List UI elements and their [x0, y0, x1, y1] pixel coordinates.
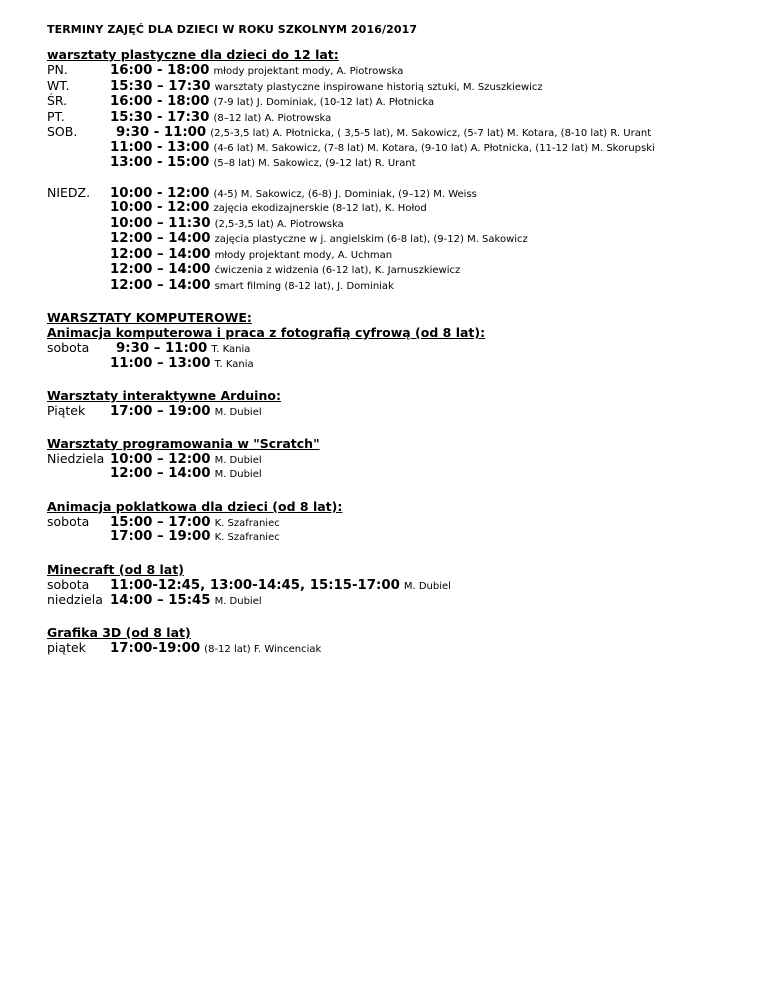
day-label: niedziela [47, 592, 103, 607]
day-label: PN. [47, 62, 68, 77]
schedule-row [47, 185, 747, 201]
time-range: 13:00 - 15:00 [110, 155, 210, 170]
schedule-row [47, 403, 747, 419]
section-heading-komputerowe: WARSZTATY KOMPUTEROWE: [47, 310, 252, 325]
class-description: M. Dubiel [214, 596, 262, 607]
class-description: (4-6 lat) M. Sakowicz, (7-8 lat) M. Kotara, (9-10 lat) A. Płotnicka, (11-12 lat) M. Skorupski [213, 142, 655, 154]
day-label: SOB. [47, 124, 78, 139]
document-title: TERMINY ZAJĘĆ DLA DZIECI W ROKU SZKOLNYM 2016/2017 [47, 23, 418, 36]
schedule-row [47, 155, 747, 171]
time-range: 11:00 - 13:00 [110, 139, 210, 155]
section-heading-plastyczne: warsztaty plastyczne dla dzieci do 12 lat: [47, 47, 339, 62]
subsection-heading-minecraft: Minecraft (od 8 lat) [47, 561, 184, 577]
class-description: młody projektant mody, A. Piotrowska [213, 66, 404, 77]
time-range: 11:00 – 13:00 [110, 355, 211, 371]
time-range: 15:30 - 17:30 [110, 109, 210, 125]
day-label: sobota [47, 576, 90, 592]
schedule-row [47, 466, 747, 482]
subsection-heading-arduino: Warsztaty interaktywne Arduino: [47, 388, 281, 403]
class-description: M. Dubiel [214, 407, 262, 418]
schedule-row [47, 62, 747, 78]
schedule-row [47, 231, 747, 247]
time-range: 17:00-19:00 [110, 640, 201, 656]
class-description: (5–8 lat) M. Sakowicz, (9-12 lat) R. Urant [213, 158, 416, 169]
schedule-row [47, 640, 747, 656]
day-label: Piątek [47, 403, 86, 418]
time-range: 12:00 – 14:00 [110, 262, 211, 277]
class-description: (7-9 lat) J. Dominiak, (10-12 lat) A. Płotnicka [213, 97, 435, 108]
class-description: zajęcia ekodizajnerskie (8-12 lat), K. Hołod [213, 203, 427, 214]
document-page [47, 22, 747, 655]
subsection-heading-animacja: Animacja komputerowa i praca z fotografią cyfrową (od 8 lat): [47, 325, 486, 340]
class-description: (2,5-3,5 lat) A. Piotrowska [214, 218, 344, 230]
subsection-heading-scratch: Warsztaty programowania w "Scratch" [47, 435, 320, 451]
class-description: M. Dubiel [214, 454, 262, 466]
time-range: 10:00 - 12:00 [110, 200, 210, 215]
time-range: 12:00 – 14:00 [110, 466, 211, 481]
time-range: 10:00 – 12:00 [110, 451, 211, 467]
subsection-heading-poklatkowa: Animacja poklatkowa dla dzieci (od 8 lat): [47, 498, 343, 514]
class-description: T. Kania [211, 344, 251, 355]
time-range: 9:30 - 11:00 [116, 125, 207, 140]
class-description: ćwiczenia z widzenia (6-12 lat), K. Jarnuszkiewicz [214, 265, 461, 276]
day-label: PT. [47, 108, 65, 124]
day-label: piątek [47, 639, 86, 655]
schedule-row [47, 262, 747, 278]
schedule-row [47, 124, 747, 140]
class-description: (4-5) M. Sakowicz, (6-8) J. Dominiak, (9–12) M. Weiss [213, 188, 477, 200]
schedule-row [47, 592, 747, 608]
schedule-row [47, 278, 747, 294]
schedule-row [47, 140, 747, 156]
class-description: warsztaty plastyczne inspirowane historią sztuki, M. Szuszkiewicz [214, 81, 543, 93]
schedule-row [47, 200, 747, 216]
schedule-row [47, 356, 747, 372]
time-range: 15:00 – 17:00 [110, 514, 211, 530]
schedule-row [47, 247, 747, 263]
time-range: 12:00 – 14:00 [110, 231, 211, 246]
time-range: 16:00 - 18:00 [110, 63, 210, 78]
time-range: 16:00 - 18:00 [110, 94, 210, 109]
time-range: 10:00 – 11:30 [110, 215, 211, 231]
class-description: T. Kania [214, 358, 254, 370]
schedule-row [47, 78, 747, 94]
class-description: K. Szafraniec [214, 517, 280, 529]
schedule-row [47, 451, 747, 467]
class-description: (8–12 lat) A. Piotrowska [213, 112, 332, 124]
day-label: WT. [47, 77, 70, 93]
schedule-row [47, 93, 747, 109]
class-description: zajęcia plastyczne w j. angielskim (6-8 lat), (9-12) M. Sakowicz [214, 234, 528, 245]
time-range: 12:00 – 14:00 [110, 246, 211, 262]
time-range: 11:00-12:45, 13:00-14:45, 15:15-17:00 [110, 577, 400, 593]
class-description: smart filming (8-12 lat), J. Dominiak [214, 280, 394, 292]
time-range: 12:00 – 14:00 [110, 277, 211, 293]
schedule-row [47, 216, 747, 232]
schedule-row [47, 529, 747, 545]
time-range: 17:00 – 19:00 [110, 404, 211, 419]
time-range: 15:30 – 17:30 [110, 78, 211, 94]
subsection-heading-grafika: Grafika 3D (od 8 lat) [47, 624, 191, 640]
day-label: ŚR. [47, 93, 68, 108]
day-label: NIEDZ. [47, 184, 91, 200]
schedule-row [47, 577, 747, 593]
class-description: K. Szafraniec [214, 532, 280, 543]
time-range: 14:00 – 15:45 [110, 593, 211, 608]
time-range: 17:00 – 19:00 [110, 529, 211, 544]
class-description: M. Dubiel [214, 469, 262, 480]
day-label: Niedziela [47, 450, 105, 466]
day-label: sobota [47, 340, 90, 355]
class-description: (2,5-3,5 lat) A. Płotnicka, ( 3,5-5 lat), M. Sakowicz, (5-7 lat) M. Kotara, (8-10 lat) R. Urant [210, 128, 652, 139]
time-range: 10:00 - 12:00 [110, 185, 210, 201]
class-description: M. Dubiel [403, 580, 451, 592]
schedule-row [47, 340, 747, 356]
class-description: młody projektant mody, A. Uchman [214, 249, 393, 261]
schedule-row [47, 514, 747, 530]
time-range: 9:30 – 11:00 [116, 341, 208, 356]
day-label: sobota [47, 513, 90, 529]
schedule-row [47, 109, 747, 125]
class-description: (8-12 lat) F. Wincenciak [204, 643, 322, 655]
